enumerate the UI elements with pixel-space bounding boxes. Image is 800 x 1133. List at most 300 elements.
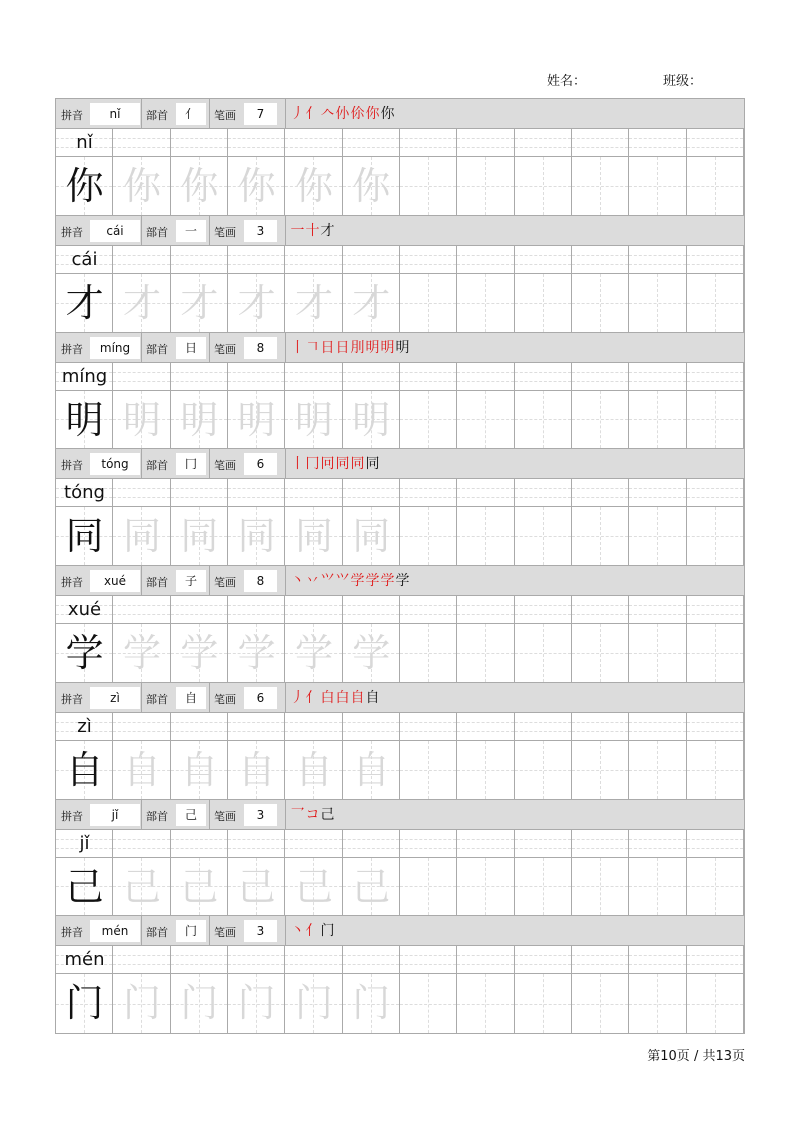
pinyin-cell[interactable]	[343, 246, 400, 273]
character-grid-cell[interactable]	[400, 858, 457, 916]
stroke-step: 同	[335, 456, 350, 473]
stroke-step: ⺍	[335, 573, 350, 589]
pinyin-cell[interactable]	[687, 713, 744, 740]
pinyin-cell[interactable]	[572, 246, 629, 273]
radical-value: 一	[176, 220, 206, 242]
stroke-count-label: 笔画	[214, 225, 236, 239]
stroke-step: 学	[350, 573, 365, 589]
pinyin-cell[interactable]	[572, 363, 629, 390]
trace-character: 己	[352, 864, 391, 909]
trace-character: 明	[352, 397, 391, 442]
model-pinyin: nǐ	[76, 132, 93, 153]
character-grid-cell[interactable]	[629, 507, 686, 565]
pinyin-cell[interactable]	[400, 946, 457, 973]
pinyin-cell[interactable]	[629, 830, 686, 857]
stroke-step: 冂	[305, 456, 320, 473]
character-info-bar	[56, 216, 744, 246]
pinyin-cell[interactable]	[285, 363, 342, 390]
stroke-step: 丷	[305, 573, 320, 589]
character-grid-cell[interactable]	[687, 391, 744, 449]
trace-character: 门	[294, 981, 333, 1026]
stroke-step: 丨	[290, 456, 305, 473]
character-grid-cell[interactable]	[687, 741, 744, 799]
pinyin-cell[interactable]	[457, 596, 514, 623]
stroke-step: 才	[320, 222, 335, 239]
pinyin-cell[interactable]	[285, 479, 342, 506]
stroke-step: 门	[320, 923, 335, 940]
pinyin-cell[interactable]	[515, 129, 572, 156]
pinyin-value: nǐ	[90, 103, 140, 125]
pinyin-cell[interactable]	[400, 363, 457, 390]
character-grid-cell[interactable]	[629, 274, 686, 332]
pinyin-cell[interactable]	[629, 596, 686, 623]
pinyin-writing-row	[56, 479, 744, 507]
student-header	[545, 70, 745, 90]
pinyin-cell[interactable]	[400, 246, 457, 273]
pinyin-cell[interactable]	[515, 946, 572, 973]
stroke-step: 丿	[290, 689, 305, 706]
pinyin-cell[interactable]	[687, 363, 744, 390]
pinyin-cell[interactable]	[572, 129, 629, 156]
pinyin-cell[interactable]	[228, 830, 285, 857]
stroke-step: 十	[305, 222, 320, 239]
pinyin-cell[interactable]	[687, 830, 744, 857]
pinyin-cell[interactable]	[515, 246, 572, 273]
radical-value: 亻	[176, 103, 206, 125]
character-grid-cell[interactable]	[515, 741, 572, 799]
pinyin-cell[interactable]	[228, 479, 285, 506]
character-grid-cell[interactable]	[400, 274, 457, 332]
pinyin-cell[interactable]	[515, 363, 572, 390]
character-grid-cell[interactable]	[687, 507, 744, 565]
character-grid-cell[interactable]	[629, 157, 686, 215]
stroke-step: 亻	[305, 689, 320, 706]
stroke-step: 同	[350, 456, 365, 473]
pinyin-value: tóng	[90, 453, 140, 475]
pinyin-cell[interactable]	[687, 946, 744, 973]
pinyin-cell[interactable]	[285, 713, 342, 740]
stroke-count-label: 笔画	[214, 459, 236, 473]
character-block	[56, 800, 744, 917]
trace-character: 明	[237, 397, 276, 442]
pinyin-cell[interactable]	[629, 363, 686, 390]
character-grid-cell[interactable]	[572, 741, 629, 799]
character-writing-row	[56, 391, 744, 450]
trace-character: 门	[180, 981, 219, 1026]
stroke-step: 学	[380, 573, 395, 589]
pinyin-cell[interactable]	[457, 946, 514, 973]
pinyin-label: 拼音	[61, 926, 83, 940]
trace-character: 同	[237, 514, 276, 559]
model-pinyin: cái	[71, 248, 98, 270]
pinyin-cell[interactable]	[171, 713, 228, 740]
stroke-count-value: 7	[244, 103, 277, 125]
pinyin-cell[interactable]	[457, 479, 514, 506]
trace-character: 同	[122, 514, 161, 559]
pinyin-cell[interactable]	[285, 246, 342, 273]
trace-character: 同	[352, 514, 391, 559]
character-grid-cell[interactable]	[687, 624, 744, 682]
pinyin-cell[interactable]	[629, 246, 686, 273]
pinyin-writing-row	[56, 830, 744, 858]
trace-character: 门	[122, 981, 161, 1026]
trace-character: 才	[352, 280, 391, 325]
pinyin-writing-row	[56, 129, 744, 157]
stroke-step: 丨	[290, 339, 305, 356]
character-grid-cell[interactable]	[457, 741, 514, 799]
pinyin-cell[interactable]	[113, 713, 170, 740]
stroke-order-sequence	[290, 918, 335, 944]
pinyin-cell[interactable]	[171, 596, 228, 623]
trace-character: 你	[352, 164, 391, 208]
stroke-step: 仦	[335, 106, 350, 122]
pinyin-value: xué	[90, 570, 140, 592]
character-block	[56, 916, 744, 1033]
character-writing-row	[56, 974, 744, 1033]
stroke-count-label: 笔画	[214, 109, 236, 122]
pinyin-cell[interactable]	[457, 246, 514, 273]
pinyin-label: 拼音	[61, 809, 83, 823]
trace-character: 你	[180, 164, 219, 208]
pinyin-cell[interactable]	[228, 129, 285, 156]
character-grid-cell[interactable]	[572, 858, 629, 916]
character-block	[56, 99, 744, 216]
character-grid-cell[interactable]	[400, 391, 457, 449]
pinyin-cell[interactable]	[687, 246, 744, 273]
stroke-step: 刖	[350, 339, 365, 356]
radical-label: 部首	[146, 926, 168, 940]
stroke-order-sequence	[290, 568, 410, 594]
pinyin-cell[interactable]	[515, 479, 572, 506]
character-block	[56, 566, 744, 683]
character-writing-row	[56, 157, 744, 216]
radical-label: 部首	[146, 809, 168, 823]
model-character: 明	[65, 397, 104, 442]
pinyin-cell[interactable]	[457, 713, 514, 740]
pinyin-label: 拼音	[61, 576, 83, 589]
model-character: 自	[65, 747, 104, 792]
character-grid-cell[interactable]	[629, 741, 686, 799]
character-writing-row	[56, 507, 744, 566]
pinyin-cell[interactable]	[285, 129, 342, 156]
character-info-bar	[56, 800, 744, 830]
character-grid-cell[interactable]	[457, 624, 514, 682]
pinyin-writing-row	[56, 246, 744, 274]
trace-character: 己	[122, 864, 161, 909]
stroke-order-sequence	[290, 335, 410, 361]
radical-label: 部首	[146, 225, 168, 239]
pinyin-cell[interactable]	[629, 479, 686, 506]
trace-character: 学	[180, 631, 219, 675]
character-writing-row	[56, 624, 744, 683]
pinyin-value: mén	[90, 920, 140, 942]
model-character: 同	[65, 514, 104, 559]
pinyin-cell[interactable]	[113, 246, 170, 273]
pinyin-cell[interactable]	[228, 363, 285, 390]
pinyin-cell[interactable]	[400, 713, 457, 740]
pinyin-cell[interactable]	[457, 830, 514, 857]
character-info-bar	[56, 449, 744, 479]
stroke-count-value: 3	[244, 804, 277, 826]
stroke-count-value: 3	[244, 920, 277, 942]
model-character: 学	[65, 631, 104, 675]
character-grid-cell[interactable]	[457, 157, 514, 215]
pinyin-cell[interactable]	[343, 830, 400, 857]
character-grid-cell[interactable]	[515, 858, 572, 916]
stroke-step: 伱	[350, 106, 365, 122]
pinyin-cell[interactable]	[171, 479, 228, 506]
trace-character: 明	[180, 397, 219, 442]
stroke-step: 自	[350, 689, 365, 706]
pinyin-cell[interactable]	[629, 713, 686, 740]
character-writing-row	[56, 741, 744, 800]
character-grid-cell[interactable]	[400, 624, 457, 682]
stroke-count-value: 6	[244, 453, 277, 475]
stroke-step: 白	[320, 689, 335, 706]
trace-character: 才	[237, 280, 276, 325]
character-grid-cell[interactable]	[572, 974, 629, 1033]
pinyin-cell[interactable]	[113, 596, 170, 623]
character-grid-cell[interactable]	[457, 507, 514, 565]
character-grid-cell[interactable]	[515, 974, 572, 1033]
stroke-step: 同	[365, 456, 380, 473]
model-character: 门	[65, 981, 104, 1026]
trace-character: 自	[122, 747, 161, 792]
stroke-step: 学	[365, 573, 380, 589]
character-grid-cell[interactable]	[687, 974, 744, 1033]
stroke-step: 白	[335, 689, 350, 706]
radical-value: 冂	[176, 453, 206, 475]
pinyin-cell[interactable]	[171, 830, 228, 857]
pinyin-writing-row	[56, 713, 744, 741]
character-grid-cell[interactable]	[572, 274, 629, 332]
model-pinyin: tóng	[64, 482, 105, 504]
trace-character: 门	[352, 981, 391, 1026]
pinyin-cell[interactable]	[400, 479, 457, 506]
stroke-count-value: 8	[244, 337, 277, 359]
pinyin-cell[interactable]	[343, 946, 400, 973]
pinyin-cell[interactable]	[228, 596, 285, 623]
stroke-step: 乛	[290, 806, 305, 823]
pinyin-cell[interactable]	[457, 129, 514, 156]
character-grid-cell[interactable]	[457, 391, 514, 449]
pinyin-cell[interactable]	[343, 129, 400, 156]
character-grid-cell[interactable]	[629, 974, 686, 1033]
character-grid-cell[interactable]	[515, 624, 572, 682]
radical-label: 部首	[146, 459, 168, 473]
pinyin-cell[interactable]	[515, 596, 572, 623]
class-field-label: 班级：	[663, 74, 703, 89]
pinyin-cell[interactable]	[171, 129, 228, 156]
character-grid-cell[interactable]	[687, 274, 744, 332]
stroke-step: 明	[395, 339, 410, 356]
stroke-count-label: 笔画	[214, 342, 236, 356]
trace-character: 己	[294, 864, 333, 909]
pinyin-cell[interactable]	[515, 830, 572, 857]
pinyin-cell[interactable]	[400, 129, 457, 156]
character-grid-cell[interactable]	[572, 624, 629, 682]
pinyin-cell[interactable]	[113, 830, 170, 857]
model-character: 才	[65, 280, 104, 325]
stroke-order-sequence	[290, 802, 335, 828]
stroke-step: 丿	[290, 106, 305, 122]
trace-character: 学	[294, 631, 333, 675]
pinyin-cell[interactable]	[687, 479, 744, 506]
pinyin-cell[interactable]	[572, 713, 629, 740]
trace-character: 己	[180, 864, 219, 909]
pinyin-cell[interactable]	[629, 946, 686, 973]
model-character: 你	[65, 164, 104, 208]
character-grid-cell[interactable]	[400, 507, 457, 565]
character-grid-cell[interactable]	[400, 974, 457, 1033]
model-character: 己	[65, 864, 104, 909]
pinyin-label: 拼音	[61, 692, 83, 706]
trace-character: 明	[122, 397, 161, 442]
pinyin-cell[interactable]	[572, 479, 629, 506]
pinyin-cell[interactable]	[343, 479, 400, 506]
character-grid-cell[interactable]	[629, 391, 686, 449]
character-writing-row	[56, 858, 744, 917]
radical-label: 部首	[146, 109, 168, 122]
stroke-step: 你	[365, 106, 380, 122]
model-pinyin: mén	[64, 949, 105, 971]
stroke-count-value: 6	[244, 687, 277, 709]
character-info-bar	[56, 99, 744, 129]
pinyin-cell[interactable]	[457, 363, 514, 390]
stroke-order-sequence	[290, 451, 380, 477]
stroke-step: 自	[365, 689, 380, 706]
pinyin-cell[interactable]	[285, 596, 342, 623]
character-info-bar	[56, 916, 744, 946]
stroke-order-sequence	[290, 218, 335, 244]
pinyin-cell[interactable]	[515, 713, 572, 740]
trace-character: 自	[352, 747, 391, 792]
trace-character: 学	[352, 631, 391, 675]
pinyin-value: cái	[90, 220, 140, 242]
trace-character: 才	[294, 280, 333, 325]
page-number: 第10页 / 共13页	[647, 1049, 745, 1064]
stroke-step: 丶	[290, 923, 305, 940]
pinyin-value: zì	[90, 687, 140, 709]
stroke-step: 你	[380, 106, 395, 122]
stroke-count-value: 3	[244, 220, 277, 242]
stroke-step: 明	[380, 339, 395, 356]
pinyin-cell[interactable]	[113, 363, 170, 390]
character-grid-cell[interactable]	[572, 391, 629, 449]
name-field-label: 姓名：	[547, 74, 587, 89]
model-pinyin: zì	[77, 715, 92, 737]
pinyin-cell[interactable]	[629, 129, 686, 156]
trace-character: 自	[294, 747, 333, 792]
stroke-step: 己	[320, 806, 335, 823]
stroke-step: 丶	[290, 573, 305, 589]
radical-value: 子	[176, 570, 206, 592]
pinyin-label: 拼音	[61, 109, 83, 122]
character-grid-cell[interactable]	[515, 274, 572, 332]
pinyin-cell[interactable]	[687, 129, 744, 156]
character-info-bar	[56, 333, 744, 363]
stroke-step: ⺍	[320, 573, 335, 589]
pinyin-cell[interactable]	[343, 596, 400, 623]
character-block	[56, 683, 744, 800]
trace-character: 你	[294, 164, 333, 208]
stroke-step: 日	[335, 339, 350, 356]
character-grid-cell[interactable]	[572, 157, 629, 215]
practice-sheet	[55, 98, 745, 1034]
pinyin-cell[interactable]	[113, 479, 170, 506]
character-grid-cell[interactable]	[515, 507, 572, 565]
trace-character: 同	[294, 514, 333, 559]
character-grid-cell[interactable]	[687, 858, 744, 916]
trace-character: 自	[237, 747, 276, 792]
pinyin-cell[interactable]	[400, 830, 457, 857]
pinyin-cell[interactable]	[113, 946, 170, 973]
character-grid-cell[interactable]	[400, 741, 457, 799]
pinyin-value: jǐ	[90, 804, 140, 826]
character-grid-cell[interactable]	[629, 858, 686, 916]
stroke-count-value: 8	[244, 570, 277, 592]
radical-value: 门	[176, 920, 206, 942]
radical-label: 部首	[146, 576, 168, 589]
pinyin-cell[interactable]	[572, 830, 629, 857]
character-grid-cell[interactable]	[400, 157, 457, 215]
character-grid-cell[interactable]	[515, 391, 572, 449]
character-info-bar	[56, 683, 744, 713]
pinyin-cell[interactable]	[228, 946, 285, 973]
stroke-step: 𠆢	[320, 106, 335, 122]
pinyin-writing-row	[56, 596, 744, 624]
trace-character: 你	[122, 164, 161, 208]
pinyin-cell[interactable]	[572, 596, 629, 623]
radical-value: 日	[176, 337, 206, 359]
character-grid-cell[interactable]	[629, 624, 686, 682]
character-grid-cell[interactable]	[457, 858, 514, 916]
trace-character: 学	[237, 631, 276, 675]
character-block	[56, 449, 744, 566]
pinyin-cell[interactable]	[285, 830, 342, 857]
pinyin-cell[interactable]	[687, 596, 744, 623]
stroke-step: 学	[395, 573, 410, 589]
trace-character: 才	[122, 280, 161, 325]
character-grid-cell[interactable]	[572, 507, 629, 565]
stroke-step: 亻	[305, 106, 320, 122]
stroke-step: 日	[320, 339, 335, 356]
character-grid-cell[interactable]	[457, 274, 514, 332]
character-info-bar	[56, 566, 744, 596]
pinyin-cell[interactable]	[343, 363, 400, 390]
trace-character: 才	[180, 280, 219, 325]
stroke-count-label: 笔画	[214, 926, 236, 940]
pinyin-cell[interactable]	[343, 713, 400, 740]
character-grid-cell[interactable]	[457, 974, 514, 1033]
stroke-order-sequence	[290, 101, 395, 127]
pinyin-cell[interactable]	[572, 946, 629, 973]
stroke-step: 亻	[305, 923, 320, 940]
pinyin-cell[interactable]	[171, 246, 228, 273]
pinyin-writing-row	[56, 946, 744, 974]
stroke-count-label: 笔画	[214, 576, 236, 589]
pinyin-cell[interactable]	[171, 946, 228, 973]
pinyin-cell[interactable]	[228, 713, 285, 740]
pinyin-cell[interactable]	[400, 596, 457, 623]
pinyin-cell[interactable]	[228, 246, 285, 273]
pinyin-cell[interactable]	[171, 363, 228, 390]
character-grid-cell[interactable]	[687, 157, 744, 215]
model-pinyin: míng	[61, 365, 108, 387]
pinyin-cell[interactable]	[285, 946, 342, 973]
character-grid-cell[interactable]	[515, 157, 572, 215]
pinyin-cell[interactable]	[113, 129, 170, 156]
